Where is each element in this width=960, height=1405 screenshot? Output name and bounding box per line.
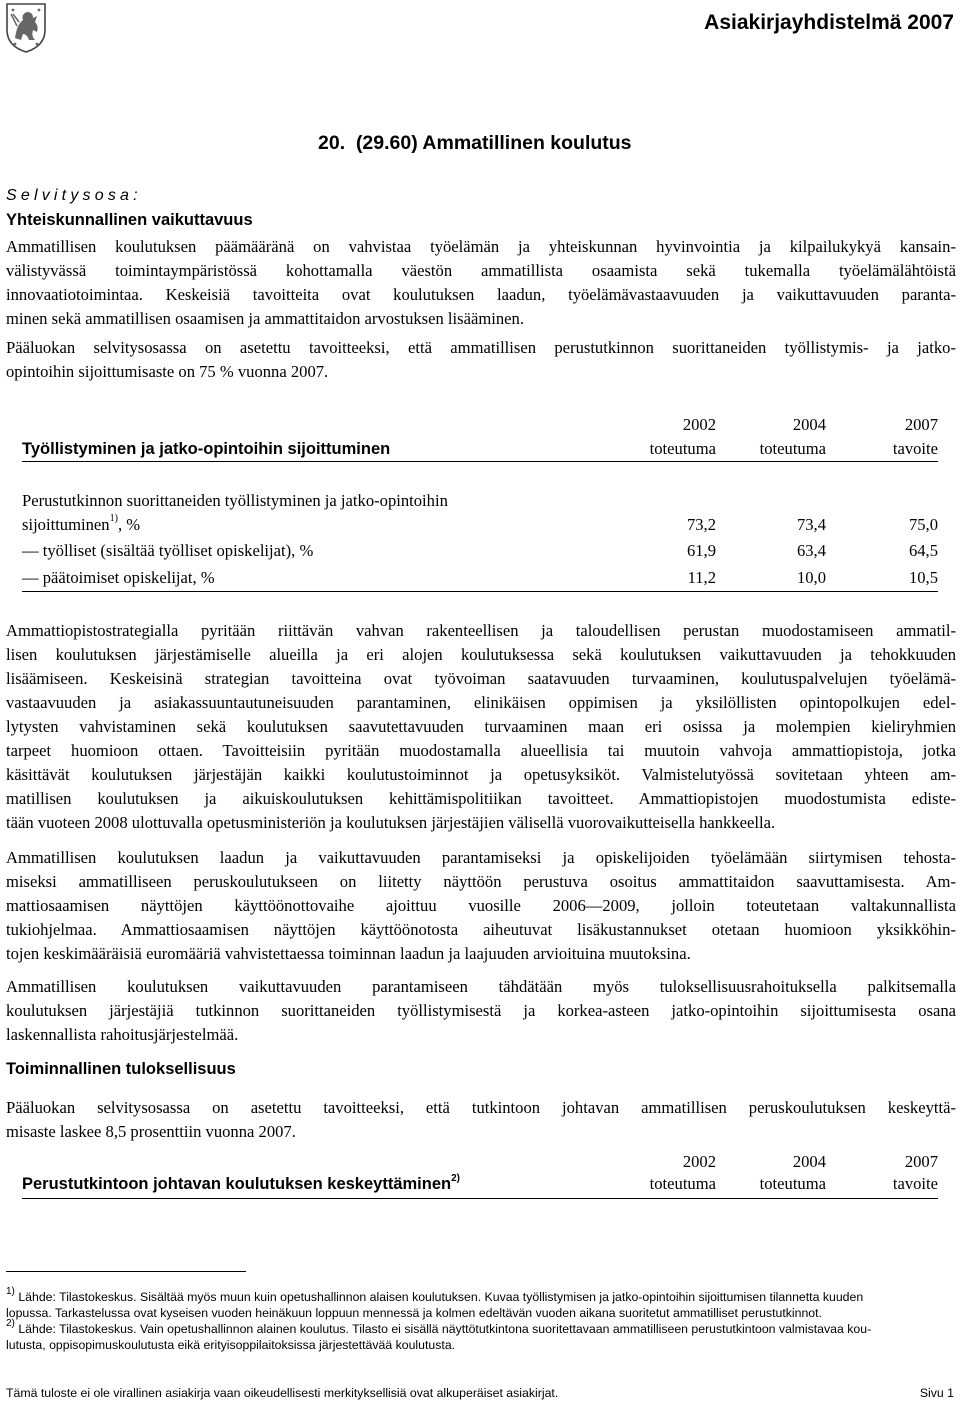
year-2004: 2004 [792,1152,826,1171]
paragraph-line: opintoihin sijoittumisaste on 75 % vuonna 2007. [6,362,329,381]
paragraph-line: Pääluokan selvitysosassa on asetettu tavoitteeksi, että tutkintoon johtavan ammatillisen peruskoulutuksen keskeyttä- [6,1098,956,1117]
column-type: toteutuma [649,439,716,458]
row-label: sijoittuminen$^{1)}$, % [22,513,141,534]
table-row [22,539,938,563]
paragraph-line: minen sekä ammatillisen osaamisen ja ammattitaidon arvostuksen lisääminen. [6,309,524,328]
footnote-ref: 1) [109,513,118,525]
paragraph-line: Pääluokan selvitysosassa on asetettu tavoitteeksi, että ammatillisen perustutkinnon suorittaneiden työllistymis- ja jatko- [6,338,956,357]
paragraph-line: matillisen koulutuksen ja aikuiskoulutuksen kehittämispolitiikan tavoitteet. Ammattiopistojen muodostumista ediste- [6,789,956,808]
paragraph-line: lisen koulutuksen järjestämiselle alueilla ja eri alojen koulutuksessa sekä koulutuksen vaikuttavuuden ja tehokkuuden [6,645,956,664]
table-header-row [22,1172,938,1196]
paragraph-line: laskennallista rahoitusjärjestelmää. [6,1025,239,1044]
paragraph-line: lisäämiseen. Keskeisinä strategian tavoitteina ovat työvoiman saatavuuden turvaaminen, koulutuspalvelujen työelämä- [6,669,956,688]
year-2002: 2002 [682,415,716,434]
paragraph-line: innovaatiotoimintaa. Keskeisiä tavoitteita ovat koulutuksen laadun, työelämävastaavuuden ja vaikuttavuuden paranta- [6,285,956,304]
table-year-row [22,1150,938,1174]
table-title: Perustutkintoon johtavan koulutuksen keskeyttäminen$^{2)}$ [22,1172,460,1193]
year-2004: 2004 [792,415,826,434]
footnote-ref: 2) [451,1172,460,1184]
table-title: Työllistyminen ja jatko-opintoihin sijoittuminen [22,440,391,458]
row-label: — työlliset (sisältää työlliset opiskelijat), % [22,541,314,560]
footnote-mark: 1) [6,1285,15,1297]
column-type: toteutuma [759,439,826,458]
table-header-divider [22,1198,938,1199]
footer-disclaimer: Tämä tuloste ei ole virallinen asiakirja vaan oikeudellisesti merkityksellisiä ovat alkuperäiset asiakirjat. [6,1386,559,1400]
footnote-2-cont: lutusta, oppisopimuskoulutusta eikä erityisoppilaitoksissa järjestettävää koulutusta. [6,1338,456,1352]
paragraph-line: Ammatillisen koulutuksen laadun ja vaikuttavuuden parantamiseksi ja opiskelijoiden työelämään siirtymisen tehosta- [6,848,956,867]
paragraph-line: Ammattiopistostrategialla pyritään riittävän vahvan rakenteellisen ja taloudellisen perustan muodostamiseen ammatil- [6,621,956,640]
footnote-1: $^{1)}$ Lähde: Tilastokeskus. Sisältää myös muun kuin opetushallinnon alaisen koulutuksen. Kuvaa työllistymisen ja jatko-opintoihin sijoittumisen tilannetta kuuden [6,1285,864,1304]
cell-value: 64,5 [908,541,938,560]
paragraph-dropout-target [6,1096,956,1144]
paragraph-line: tojen keskimääräisiä euromääriä vahvistettaessa toiminnan laadun ja laajuuden arvioituina muutoksina. [6,944,691,963]
paragraph-line: miseksi ammatilliseen peruskoulutukseen on liitetty näyttöön perustuva osoitus ammattitaidon saavuttamisesta. Am- [6,872,956,891]
paragraph-quality [6,846,956,966]
subheading-societal-impact: Yhteiskunnallinen vaikuttavuus [6,211,253,229]
footnote-divider [6,1271,246,1272]
row-label: — päätoimiset opiskelijat, % [22,568,215,587]
employment-table [22,413,938,593]
document-header-title: Asiakirjayhdistelmä 2007 [704,11,954,34]
year-2007: 2007 [904,1152,938,1171]
column-type: toteutuma [649,1174,716,1193]
paragraph-line: Ammatillisen koulutuksen päämääränä on vahvistaa työelämän ja yhteiskunnan hyvinvointia ja kilpailukykyä kansain- [6,237,956,256]
table-header-row [22,437,938,461]
table-year-row [22,413,938,437]
footnote-2: $^{2)}$ Lähde: Tilastokeskus. Vain opetushallinnon alainen koulutus. Tilasto ei sisällä näyttötutkintona suoritettavaan ammatilliseen perustutkintoon valmistavaa kou- [6,1317,872,1336]
column-type: tavoite [892,1174,938,1193]
cell-value: 73,2 [686,515,716,534]
cell-value: 75,0 [908,515,938,534]
paragraph-line: mattiosaamisen näyttöjen käyttöönottovaihe ajoittuu vuosille 2006—2009, jolloin toteutetaan valtakunnallista [6,896,956,915]
cell-value: 73,4 [796,515,826,534]
column-type: toteutuma [759,1174,826,1193]
finnish-lion-coat-of-arms-icon [3,0,49,54]
section-label: Selvitysosa: [6,187,142,204]
row-label: Perustutkinnon suorittaneiden työllistyminen ja jatko-opintoihin [22,491,448,510]
footnote-1-cont: lopussa. Tarkastelussa ovat kyseisen vuoden heinäkuun loppuun mennessä ja kolmen edeltävän vuoden aikana suoritetut ammatilliset perustutkinnot. [6,1306,822,1320]
paragraph-line: misaste laskee 8,5 prosenttiin vuonna 2007. [6,1122,296,1141]
year-2007: 2007 [904,415,938,434]
paragraph-line: tään vuoteen 2008 ulottuvalla opetusministeriön ja koulutuksen järjestäjien välisellä vuorovaikutteisella hankkeella. [6,813,776,832]
table-row [22,513,938,537]
cell-value: 10,0 [796,568,826,587]
cell-value: 10,5 [908,568,938,587]
paragraph-line: käsittävät koulutuksen järjestäjän kaikki koulutustoiminnot ja opetusyksiköt. Valmistelutyössä sovitetaan yhteen am- [6,765,956,784]
paragraph-line: tarpeet huomioon ottaen. Tavoitteisiin pyritään muodostamalla alueellisia tai muutoin vahvoja ammattiopistoja, jotka [6,741,956,760]
paragraph-line: välistyvässä toimintaympäristössä kohottamalla väestön ammatillista osaamista sekä tukemalla työelämälähtöistä [6,261,956,280]
paragraph-line: koulutuksen järjestäjiä tutkinnon suorittaneiden työllistymisestä ja korkea-asteen jatko-opintoihin sijoittumisesta osana [6,1001,956,1020]
footnote-mark: 2) [6,1317,15,1329]
table-header-divider [22,461,938,462]
table-row [22,566,938,590]
paragraph-line: vastaavuuden ja asiakassuuntautuneisuuden parantaminen, elinikäisen oppimisen ja yksilöllisten opintopolkujen edel- [6,693,956,712]
cell-value: 63,4 [796,541,826,560]
table-row [22,489,938,513]
paragraph-line: lytysten vahvistaminen sekä koulutuksen saavutettavuuden turvaaminen maan eri osissa ja molempien kieliryhmien [6,717,956,736]
page-title: 20. (29.60) Ammatillinen koulutus [318,132,632,154]
paragraph-strategy [6,619,956,835]
cell-value: 61,9 [686,541,716,560]
paragraph-line: tukiohjelmaa. Ammattiosaamisen näyttöjen käyttöönotosta aiheutuvat lisäkustannukset otetaan huomioon yksikköhin- [6,920,956,939]
footnotes [6,1285,956,1353]
table-footer-divider [22,591,938,592]
paragraph-line: Ammatillisen koulutuksen vaikuttavuuden parantamiseen tähdätään myös tuloksellisuusrahoituksella palkitsemalla [6,977,956,996]
year-2002: 2002 [682,1152,716,1171]
column-type: tavoite [892,439,938,458]
paragraph-goals [6,235,956,331]
cell-value: 11,2 [687,568,716,587]
paragraph-target [6,336,956,384]
page-number: Sivu 1 [919,1386,954,1400]
dropout-table [22,1150,938,1202]
paragraph-funding [6,975,956,1047]
subheading-operational-effectiveness: Toiminnallinen tuloksellisuus [6,1060,236,1078]
